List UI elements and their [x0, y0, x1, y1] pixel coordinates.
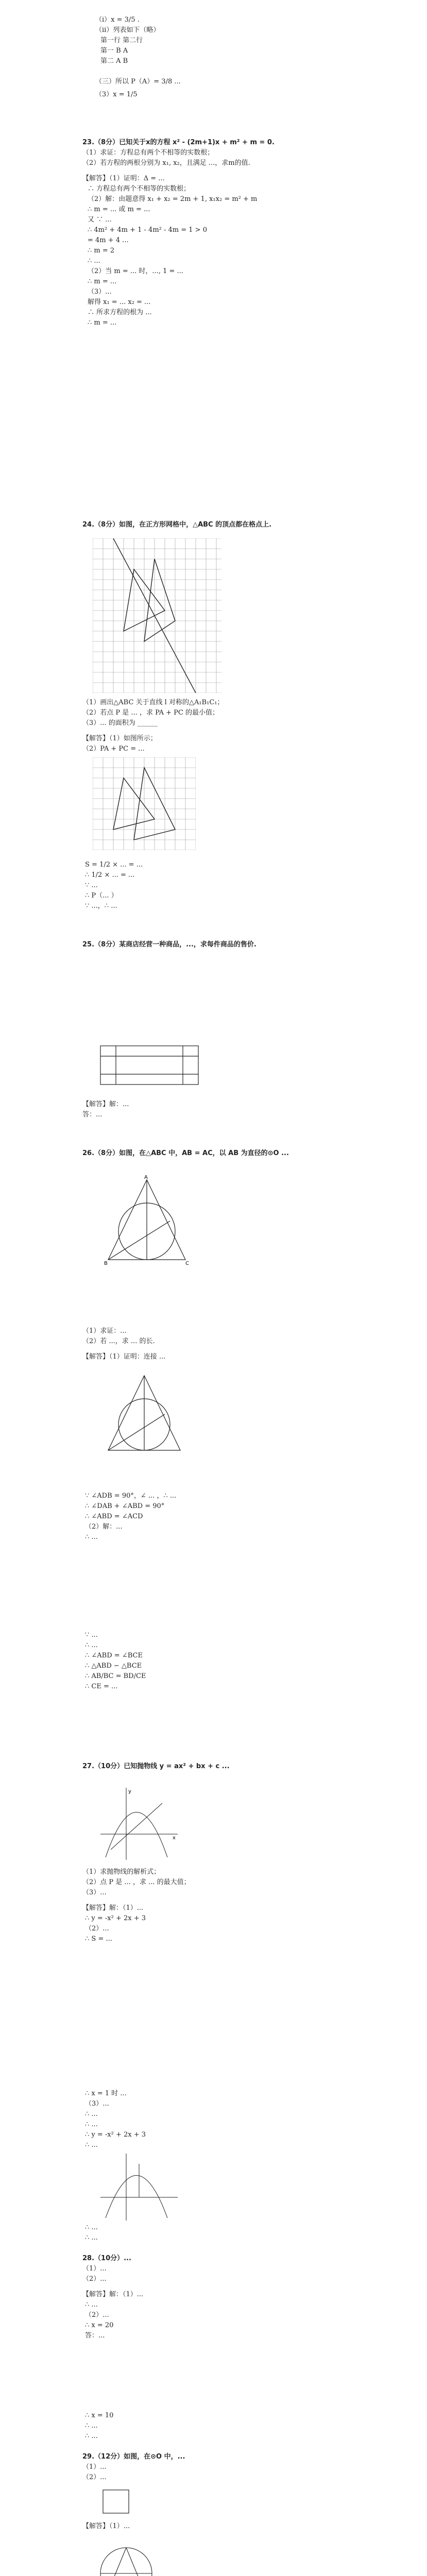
svg-text:y: y [128, 1789, 131, 1794]
text-line: （2）若点 P 是 ... ，求 PA + PC 的最小值； [82, 709, 219, 717]
text-line: ∴ x = 10 [85, 2412, 114, 2419]
text-line: ∵ ...，∴ ... [85, 902, 117, 910]
text-line: ∴ x = 20 [85, 2321, 114, 2329]
text-line: 【解答】解：... [82, 1100, 129, 1108]
triangle-circle-figure-1 [103, 1175, 191, 1267]
text-line: ∴ P（... ） [85, 892, 118, 900]
text-line: （2）当 m = ... 时，..., 1 = ... [88, 267, 183, 275]
parabola-figure-2 [100, 2154, 178, 2221]
text-line: ∴ 4m² + 4m + 1 - 4m² - 4m = 1 > 0 [88, 226, 207, 234]
text-line: （2）... [85, 2311, 109, 2319]
text-line: （1）... [82, 2463, 107, 2471]
text-line: （2）解：... [85, 1523, 123, 1531]
text-line: ∴ 方程总有两个不相等的实数根； [88, 185, 191, 193]
text-line: 【解答】（1）... [82, 2522, 130, 2530]
text-line: ∴ 所求方程的根为 ... [88, 309, 152, 316]
text-line: 【解答】（1）如图所示； [82, 735, 157, 742]
text-line: （2）若 ...，求 ... 的长. [82, 1337, 155, 1345]
triangle-circle-figure-2 [103, 1370, 185, 1458]
text-line: ∵ ∠ADB = 90°，∠ ... ，∴ ... [85, 1492, 177, 1500]
text-line: 24.（8分）如图，在正方形网格中，△ABC 的顶点都在格点上. [82, 521, 272, 529]
text-line: （3）... [82, 1889, 107, 1896]
text-line: ∴ y = -x² + 2x + 3 [85, 1914, 146, 1922]
text-line: （ⅱ）列表如下（略） [95, 26, 160, 34]
text-line: 【解答】（1）证明：连接 ... [82, 1353, 166, 1361]
text-line: ∴ ... [85, 2422, 98, 2430]
text-line: （1）求证：方程总有两个不相等的实数根； [82, 149, 214, 157]
text-line: ∴ CE = ... [85, 1683, 118, 1690]
text-line: 25.（8分）某商店经营一种商品，...，求每件商品的售价. [82, 941, 257, 948]
text-line: （ⅰ）x = 3/5 . [95, 16, 140, 24]
text-line: ∴ m = ... [88, 319, 117, 327]
text-line: ∴ ∠ABD = ∠BCE [85, 1652, 143, 1659]
text-line: ∴ ∠DAB + ∠ABD = 90° [85, 1502, 165, 1510]
svg-text:x: x [173, 1835, 176, 1841]
text-line: ∴ ... [85, 2234, 98, 2242]
text-line: （2）解：由题意得 x₁ + x₂ = 2m + 1, x₁x₂ = m² + m [88, 195, 258, 203]
text-line: 【解答】解：（1）... [82, 2291, 144, 2298]
text-line: （3）... [85, 2100, 109, 2108]
text-line: （2）点 P 是 ... ，求 ... 的最大值； [82, 1878, 191, 1886]
text-line: （2）... [82, 2473, 107, 2481]
text-line: S = 1/2 × ... = ... [85, 861, 143, 869]
text-line: ∴ ... [85, 1533, 98, 1541]
text-line: ∵ ... [85, 1631, 98, 1639]
circle-figure-1 [93, 2540, 160, 2576]
text-line: 第一 B A [100, 47, 128, 55]
text-line: 第二 A B [100, 57, 128, 65]
rectangle-figure [95, 1041, 203, 1090]
text-line: ∴ ∠ABD = ∠ACD [85, 1513, 143, 1520]
text-line: ∴ ... [88, 257, 100, 265]
text-line: ∴ ... [85, 2110, 98, 2118]
text-line: 23.（8分）已知关于x的方程 x² - (2m+1)x + m² + m = 0. [82, 139, 275, 146]
text-line: （2）... [82, 2275, 107, 2283]
text-line: ∴ y = -x² + 2x + 3 [85, 2131, 146, 2139]
text-line: （2）PA + PC = ... [82, 745, 145, 753]
text-line: ∴ ... [85, 2121, 98, 2128]
text-line: ∴ m = ... [88, 278, 117, 285]
text-line: ∴ m = ... 或 m = ... [88, 206, 150, 213]
text-line: （3）... [88, 288, 112, 296]
text-line: 27.（10分）已知抛物线 y = ax² + bx + c ... [82, 1762, 230, 1770]
text-line: 【解答】（1）证明：Δ = ... [82, 175, 165, 182]
text-line: ∴ △ABD ∽ △BCE [85, 1662, 142, 1670]
svg-text:B: B [104, 1261, 108, 1266]
text-line: ∴ ... [85, 2301, 98, 2309]
text-line: 又 ∵ ... [88, 216, 112, 224]
text-line: （3）x = 1/5 [95, 91, 138, 98]
text-line: （1）... [82, 2265, 107, 2273]
text-line: ∴ AB/BC = BD/CE [85, 1672, 146, 1680]
text-line: ∴ S = ... [85, 1935, 112, 1943]
parabola-figure-1 [100, 1788, 178, 1860]
text-line: = 4m + 4 ... [88, 236, 129, 244]
grid-figure-2 [93, 757, 196, 850]
text-line: ∴ x = 1 时 ... [85, 2090, 127, 2097]
text-line: ∴ ... [85, 2141, 98, 2149]
svg-text:A: A [144, 1175, 148, 1180]
svg-text:C: C [185, 1261, 189, 1266]
text-line: （2）若方程的两根分别为 x₁, x₂，且满足 ...，求m的值. [82, 159, 250, 167]
text-line: 答：... [82, 1111, 103, 1118]
text-line: 第一行 第二行 [100, 37, 143, 44]
text-line: 28.（10分）... [82, 2255, 131, 2262]
text-line: （3）... 的面积为 ______ [82, 719, 158, 727]
text-line: 解得 x₁ = ... x₂ = ... [88, 298, 151, 306]
text-line: ∵ ... [85, 882, 98, 889]
text-line: （三）所以 P（A）= 3/8 ... [95, 78, 181, 86]
text-line: （1）求抛物线的解析式； [82, 1868, 161, 1876]
text-line: 29.（12分）如图，在⊙O 中，... [82, 2453, 185, 2461]
text-line: 【解答】解：（1）... [82, 1904, 144, 1912]
text-line: 答：... [85, 2332, 105, 2340]
text-line: ∴ ... [85, 2224, 98, 2231]
grid-figure-1 [93, 538, 221, 693]
text-line: ∴ m = 2 [88, 247, 115, 255]
text-line: ∴ ... [85, 2432, 98, 2440]
square-figure [98, 2486, 134, 2517]
text-line: ∴ 1/2 × ... = ... [85, 871, 135, 879]
text-line: 26.（8分）如图，在△ABC 中，AB = AC，以 AB 为直径的⊙O ... [82, 1149, 289, 1157]
text-line: ∴ ... [85, 1641, 98, 1649]
text-line: （1）求证：... [82, 1327, 127, 1335]
text-line: （1）画出△ABC 关于直线 l 对称的△A₁B₁C₁； [82, 699, 224, 706]
text-line: （2）... [85, 1925, 109, 1933]
